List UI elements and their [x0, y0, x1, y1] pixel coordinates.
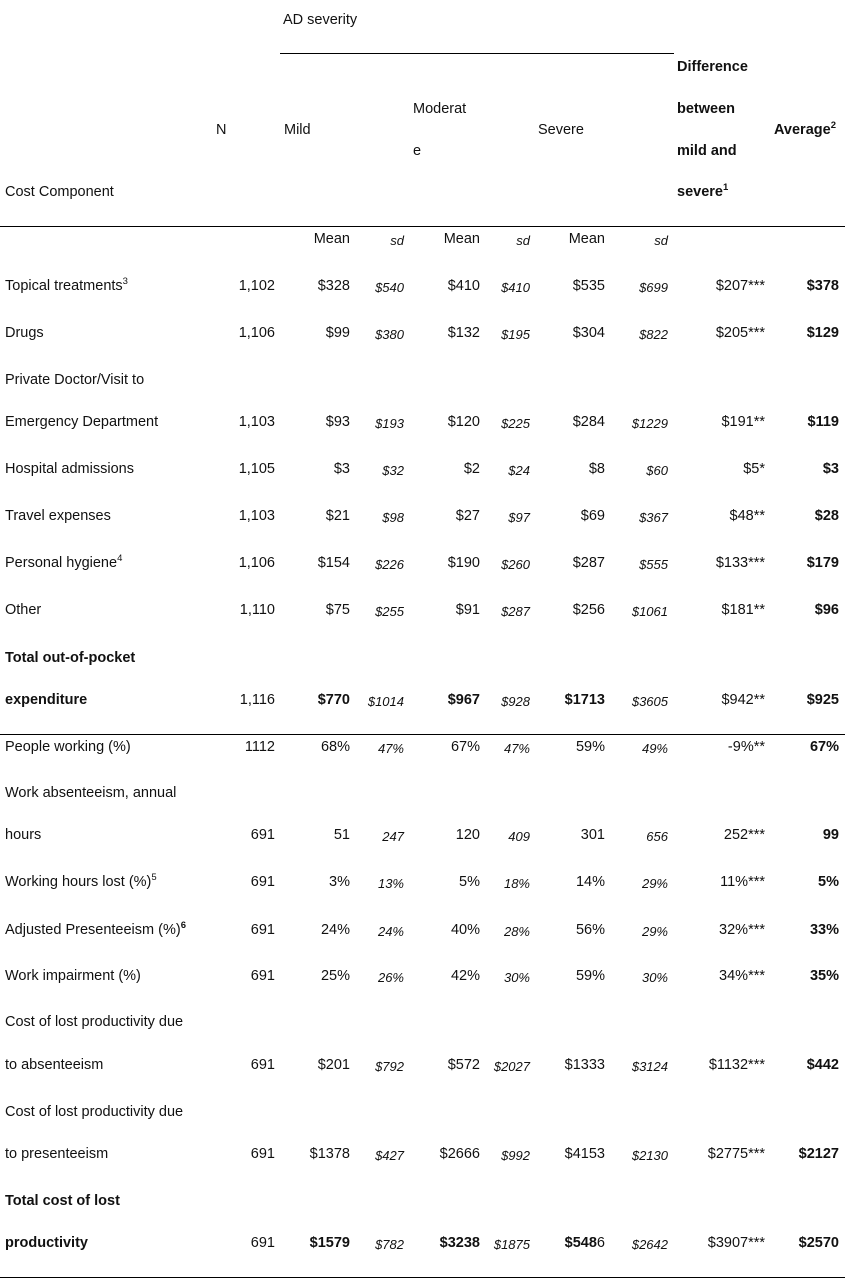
cell-avg: $442: [806, 1057, 839, 1073]
cell-mild-sd: $1014: [367, 694, 404, 709]
row-label: [5, 601, 41, 619]
cell-mild-sd: $98: [382, 510, 404, 525]
cell-sev: $5486: [564, 1235, 605, 1251]
row-label: [5, 1234, 88, 1252]
cell-diff: $2775***: [707, 1146, 765, 1162]
cell-mod-sd: 28%: [503, 924, 530, 939]
cell-sev: 59%: [575, 739, 605, 755]
cell-avg: $378: [806, 278, 839, 294]
row-label: [5, 413, 158, 431]
cell-mod: $190: [447, 555, 480, 571]
moderate-mean-header: Mean: [443, 231, 480, 247]
cell-mild-sd: $226: [375, 557, 404, 572]
cell-mild-sd: 13%: [377, 876, 404, 891]
row-label: [5, 967, 141, 985]
cell-mod-sd: $410: [501, 280, 530, 295]
row-label: [5, 738, 131, 756]
cell-sev-sd: 30%: [641, 970, 668, 985]
cell-mod-sd: 47%: [503, 741, 530, 756]
cell-mild: $1579: [309, 1235, 350, 1251]
row-label-text: Travel expenses: [5, 508, 111, 524]
cell-mild-sd: 24%: [377, 924, 404, 939]
header-ad-severity: AD severity: [283, 12, 358, 28]
cell-avg: 5%: [818, 874, 839, 890]
cell-mod-sd: 409: [508, 829, 530, 844]
row-label-text: to presenteeism: [5, 1146, 109, 1162]
header-severe: Severe: [538, 122, 584, 138]
row-label-text: to absenteeism: [5, 1057, 104, 1073]
cell-n: 691: [250, 827, 275, 843]
cell-sev: 301: [580, 827, 605, 843]
cell-mild: $328: [317, 278, 350, 294]
cell-sev-sd: 656: [646, 829, 668, 844]
cell-mild: $21: [325, 508, 350, 524]
cell-mild-sd: $193: [375, 416, 404, 431]
cell-diff: 252***: [723, 827, 765, 843]
row-label-text: Emergency Department: [5, 414, 159, 430]
mild-sd-header: sd: [390, 233, 404, 248]
row-label-text: productivity: [5, 1235, 88, 1251]
cell-sev: $1333: [564, 1057, 605, 1073]
cell-n: 1,106: [238, 325, 275, 341]
cell-mod: $132: [447, 325, 480, 341]
cell-mild: $201: [317, 1057, 350, 1073]
header-moderate-line1: Moderat: [413, 101, 467, 117]
severe-sd-header: sd: [654, 233, 668, 248]
row-label-text: Personal hygiene: [5, 555, 118, 571]
row-label: [5, 691, 87, 709]
cell-mod-sd: $24: [508, 463, 530, 478]
cell-n: 1,102: [238, 278, 275, 294]
cell-mild: $1378: [309, 1146, 350, 1162]
cell-diff: $1132***: [708, 1057, 765, 1073]
cell-mild-sd: 26%: [377, 970, 404, 985]
cell-n: 691: [250, 1146, 275, 1162]
row-label-text: People working (%): [5, 739, 131, 755]
cell-mild-sd: $380: [375, 327, 404, 342]
row-label: [5, 1192, 120, 1210]
cell-sev-sd: 29%: [641, 924, 668, 939]
table-bottom-rule: [0, 1277, 845, 1278]
cell-mod-sd: 18%: [503, 876, 530, 891]
cell-mild: $154: [317, 555, 350, 571]
cell-mod-sd: $928: [501, 694, 530, 709]
cell-n: 1,103: [238, 508, 275, 524]
cell-sev-sd: $1061: [631, 604, 668, 619]
row-label-text: expenditure: [5, 692, 88, 708]
cell-avg: $179: [806, 555, 839, 571]
cell-mod-sd: $260: [501, 557, 530, 572]
cell-mod: $2: [463, 461, 480, 477]
cell-mod: $410: [447, 278, 480, 294]
row-label: [5, 460, 134, 478]
row-label-text: Cost of lost productivity due: [5, 1104, 184, 1120]
cell-n: 691: [250, 968, 275, 984]
cell-mod: $2666: [439, 1146, 480, 1162]
row-label-text: Total out-of-pocket: [5, 650, 136, 666]
cell-mild: $770: [317, 692, 350, 708]
row-label-text: Hospital admissions: [5, 461, 134, 477]
cell-sev-sd: $2130: [631, 1148, 668, 1163]
severe-mean-header: Mean: [568, 231, 605, 247]
cell-n: 1,103: [238, 414, 275, 430]
cell-n: 1,110: [239, 602, 275, 618]
cell-mod: 42%: [450, 968, 480, 984]
cell-n: 691: [250, 922, 275, 938]
row-label: [5, 324, 44, 342]
moderate-sd-header: sd: [516, 233, 530, 248]
row-label-text: Work absenteeism, annual: [5, 785, 177, 801]
row-label-text: Drugs: [5, 325, 44, 341]
cell-avg: 35%: [809, 968, 839, 984]
cell-sev: $284: [572, 414, 605, 430]
cell-mod-sd: $225: [501, 416, 530, 431]
cell-sev-sd: $1229: [631, 416, 668, 431]
cell-sev-sd: $555: [639, 557, 668, 572]
row-label-text: Adjusted Presenteeism (%): [5, 922, 181, 938]
header-mild: Mild: [284, 122, 311, 138]
cell-avg: $119: [807, 414, 839, 430]
cell-sev: $8: [588, 461, 605, 477]
cell-diff: 32%***: [719, 922, 765, 938]
cell-diff: $191**: [721, 414, 765, 430]
header-cost-component: Cost Component: [5, 184, 114, 200]
cell-avg: 33%: [809, 922, 839, 938]
cell-mod-sd: 30%: [503, 970, 530, 985]
cell-avg: 99: [822, 827, 839, 843]
cell-mod: 120: [455, 827, 480, 843]
cell-sev: $304: [572, 325, 605, 341]
cell-mild: 51: [333, 827, 350, 843]
header-rule-severity: [280, 53, 674, 54]
cell-sev-sd: $367: [639, 510, 668, 525]
cell-sev: $535: [572, 278, 605, 294]
header-n: N: [216, 122, 227, 138]
header-difference-line3: mild and: [677, 143, 737, 159]
row-label-text: hours: [5, 827, 42, 843]
cell-avg: $925: [806, 692, 839, 708]
cell-sev-sd: 49%: [641, 741, 668, 756]
row-label: [5, 784, 176, 802]
mild-mean-header: Mean: [313, 231, 350, 247]
cell-sev-sd: 29%: [641, 876, 668, 891]
cell-mod-sd: $287: [501, 604, 530, 619]
cell-mild-sd: $792: [375, 1059, 404, 1074]
cell-avg: $3: [822, 461, 839, 477]
cell-mild: 25%: [320, 968, 350, 984]
cell-mod: $967: [447, 692, 480, 708]
cell-diff: $207***: [715, 278, 765, 294]
cell-sev-sd: $3605: [631, 694, 668, 709]
header-difference-line1: Difference: [677, 59, 748, 75]
cell-sev: 56%: [575, 922, 605, 938]
cell-mild: $93: [325, 414, 350, 430]
cell-mod: $91: [455, 602, 480, 618]
cell-sev-sd: $2642: [631, 1237, 668, 1252]
row-label-text: Topical treatments: [5, 278, 123, 294]
cell-sev-sd: $822: [639, 327, 668, 342]
row-label-text: Other: [5, 602, 42, 618]
cell-avg: $2127: [798, 1146, 839, 1162]
cell-mild-sd: $32: [382, 463, 404, 478]
header-difference-line4: severe$^1$: [677, 182, 729, 200]
row-label: [5, 1056, 103, 1074]
cell-sev: $1713: [564, 692, 605, 708]
cell-sev-sd: $60: [646, 463, 668, 478]
row-label-text: Work impairment (%): [5, 968, 141, 984]
cell-avg: $2570: [798, 1235, 839, 1251]
cell-mild-sd: 247: [382, 829, 404, 844]
cell-n: 1,105: [238, 461, 275, 477]
footnote-marker: 6: [180, 920, 186, 932]
cell-mod-sd: $97: [508, 510, 530, 525]
footnote-marker: 3: [122, 276, 128, 288]
header-difference-line2: between: [677, 101, 736, 117]
cell-mod-sd: $195: [501, 327, 530, 342]
cell-mod: $3238: [439, 1235, 480, 1251]
header-average: Average$^2$: [774, 120, 836, 138]
cell-mild: $99: [325, 325, 350, 341]
cell-n: 691: [250, 874, 275, 890]
cell-mild-sd: $782: [375, 1237, 404, 1252]
row-label-text: Working hours lost (%): [5, 874, 152, 890]
row-label: [5, 371, 144, 389]
cell-mild: 68%: [320, 739, 350, 755]
cell-avg: 67%: [809, 739, 839, 755]
cell-diff: $3907***: [707, 1235, 765, 1251]
row-label: [5, 1013, 183, 1031]
cell-sev-sd: $3124: [631, 1059, 668, 1074]
cell-mild: 24%: [320, 922, 350, 938]
header-bottom-rule: [0, 226, 845, 227]
cell-mod-sd: $992: [501, 1148, 530, 1163]
row-label-text: Total cost of lost: [5, 1193, 120, 1209]
row-label: [5, 1103, 183, 1121]
cell-diff: $5*: [743, 461, 765, 477]
cell-sev-sd: $699: [639, 280, 668, 295]
section-divider-rule: [0, 734, 845, 735]
cell-sev: $256: [572, 602, 605, 618]
cell-diff: $181**: [721, 602, 765, 618]
cell-diff: $133***: [715, 555, 765, 571]
cell-mod: $572: [447, 1057, 480, 1073]
row-label: [5, 507, 111, 525]
header-moderate-line2: e: [413, 143, 422, 159]
row-label: [5, 826, 41, 844]
cell-mild-sd: 47%: [377, 741, 404, 756]
cell-mod-sd: $1875: [493, 1237, 530, 1252]
cell-n: 691: [250, 1057, 275, 1073]
cell-diff: $942**: [721, 692, 765, 708]
row-label: [5, 921, 186, 939]
cell-mod: 40%: [450, 922, 480, 938]
footnote-marker: 5: [151, 872, 157, 884]
cell-mild: $3: [333, 461, 350, 477]
cell-sev: $287: [572, 555, 605, 571]
cell-avg: $129: [806, 325, 839, 341]
cell-mild-sd: $427: [375, 1148, 404, 1163]
row-label: [5, 554, 122, 572]
cell-avg: $28: [814, 508, 839, 524]
cell-n: 691: [250, 1235, 275, 1251]
cell-mild: 3%: [329, 874, 350, 890]
cell-diff: -9%**: [727, 739, 765, 755]
row-label: [5, 1145, 108, 1163]
row-label: [5, 649, 135, 667]
cell-diff: 11%***: [720, 874, 765, 890]
footnote-marker: 4: [117, 553, 123, 565]
row-label: [5, 873, 157, 891]
cell-mod: $120: [447, 414, 480, 430]
row-label: [5, 277, 128, 295]
cell-sev: $4153: [564, 1146, 605, 1162]
cell-mod: 67%: [450, 739, 480, 755]
cell-mild-sd: $540: [375, 280, 404, 295]
row-label-text: Cost of lost productivity due: [5, 1014, 184, 1030]
cell-mild: $75: [325, 602, 350, 618]
cell-sev: $69: [580, 508, 605, 524]
cell-n: 1112: [244, 739, 275, 755]
cell-mild-sd: $255: [375, 604, 404, 619]
cell-diff: $48**: [729, 508, 765, 524]
cell-diff: $205***: [715, 325, 765, 341]
cell-n: 1,106: [238, 555, 275, 571]
row-label-text: Private Doctor/Visit to: [5, 372, 145, 388]
cell-mod: $27: [455, 508, 480, 524]
cell-n: 1,116: [239, 692, 275, 708]
cell-mod: 5%: [459, 874, 480, 890]
cell-sev: 59%: [575, 968, 605, 984]
cell-mod-sd: $2027: [493, 1059, 530, 1074]
cell-diff: 34%***: [719, 968, 765, 984]
cell-sev: 14%: [575, 874, 605, 890]
cell-avg: $96: [814, 602, 839, 618]
